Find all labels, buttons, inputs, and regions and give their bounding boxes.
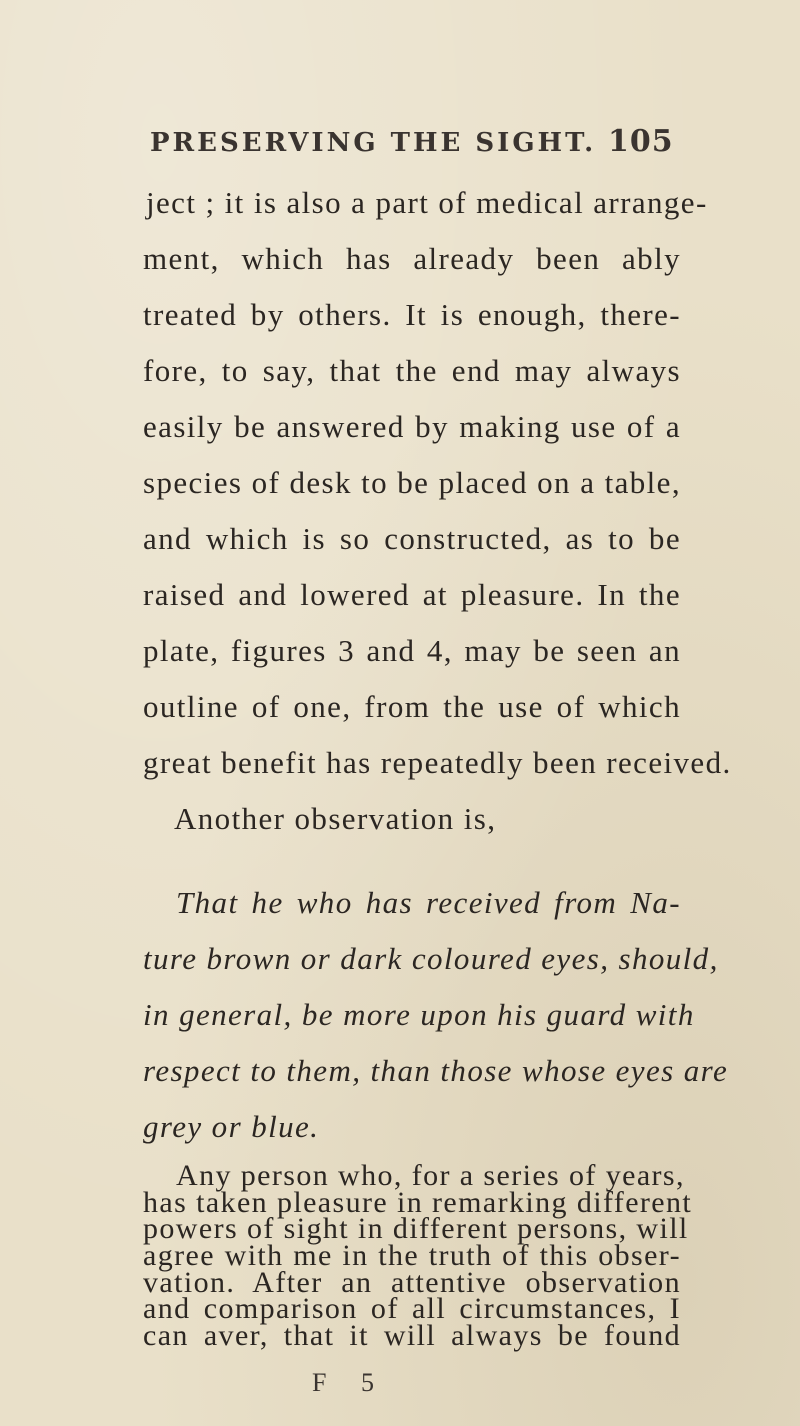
running-head [150, 124, 690, 168]
text-line: plate, figures 3 and 4, may be seen an [143, 633, 681, 668]
text-line: Another observation is, [174, 801, 497, 836]
text-line: ject ; it is also a part of medical arrange- [146, 185, 708, 220]
quote-line: ture brown or dark coloured eyes, should, [143, 941, 719, 976]
quote-line: grey or blue. [143, 1109, 320, 1144]
page-number: 105 [608, 124, 674, 159]
text-line: outline of one, from the use of which [143, 689, 681, 724]
text-line: has taken pleasure in remarking different [143, 1186, 693, 1219]
signature-mark: F 5 [312, 1368, 388, 1397]
text-line: vation. After an attentive observation [143, 1266, 681, 1299]
text-line: ment, which has already been ably [143, 241, 681, 276]
text-line: agree with me in the truth of this obser- [143, 1239, 681, 1272]
text-line: easily be answered by making use of a [143, 409, 681, 444]
text-line: raised and lowered at pleasure. In the [143, 577, 681, 612]
quote-line: That he who has received from Na- [176, 885, 681, 920]
text-line: powers of sight in different persons, will [143, 1212, 689, 1245]
text-line: species of desk to be placed on a table, [143, 465, 681, 500]
text-line: great benefit has repeatedly been received. [143, 745, 732, 780]
text-line: treated by others. It is enough, there- [143, 297, 681, 332]
text-line: can aver, that it will always be found [143, 1319, 681, 1352]
text-line: fore, to say, that the end may always [143, 353, 681, 388]
running-title: PRESERVING THE SIGHT. [150, 128, 597, 158]
text-line: Any person who, for a series of years, [176, 1159, 685, 1192]
quote-line: respect to them, than those whose eyes are [143, 1053, 729, 1088]
text-line: and comparison of all circumstances, I [143, 1292, 681, 1325]
text-line: and which is so constructed, as to be [143, 521, 681, 556]
quote-line: in general, be more upon his guard with [143, 997, 695, 1032]
